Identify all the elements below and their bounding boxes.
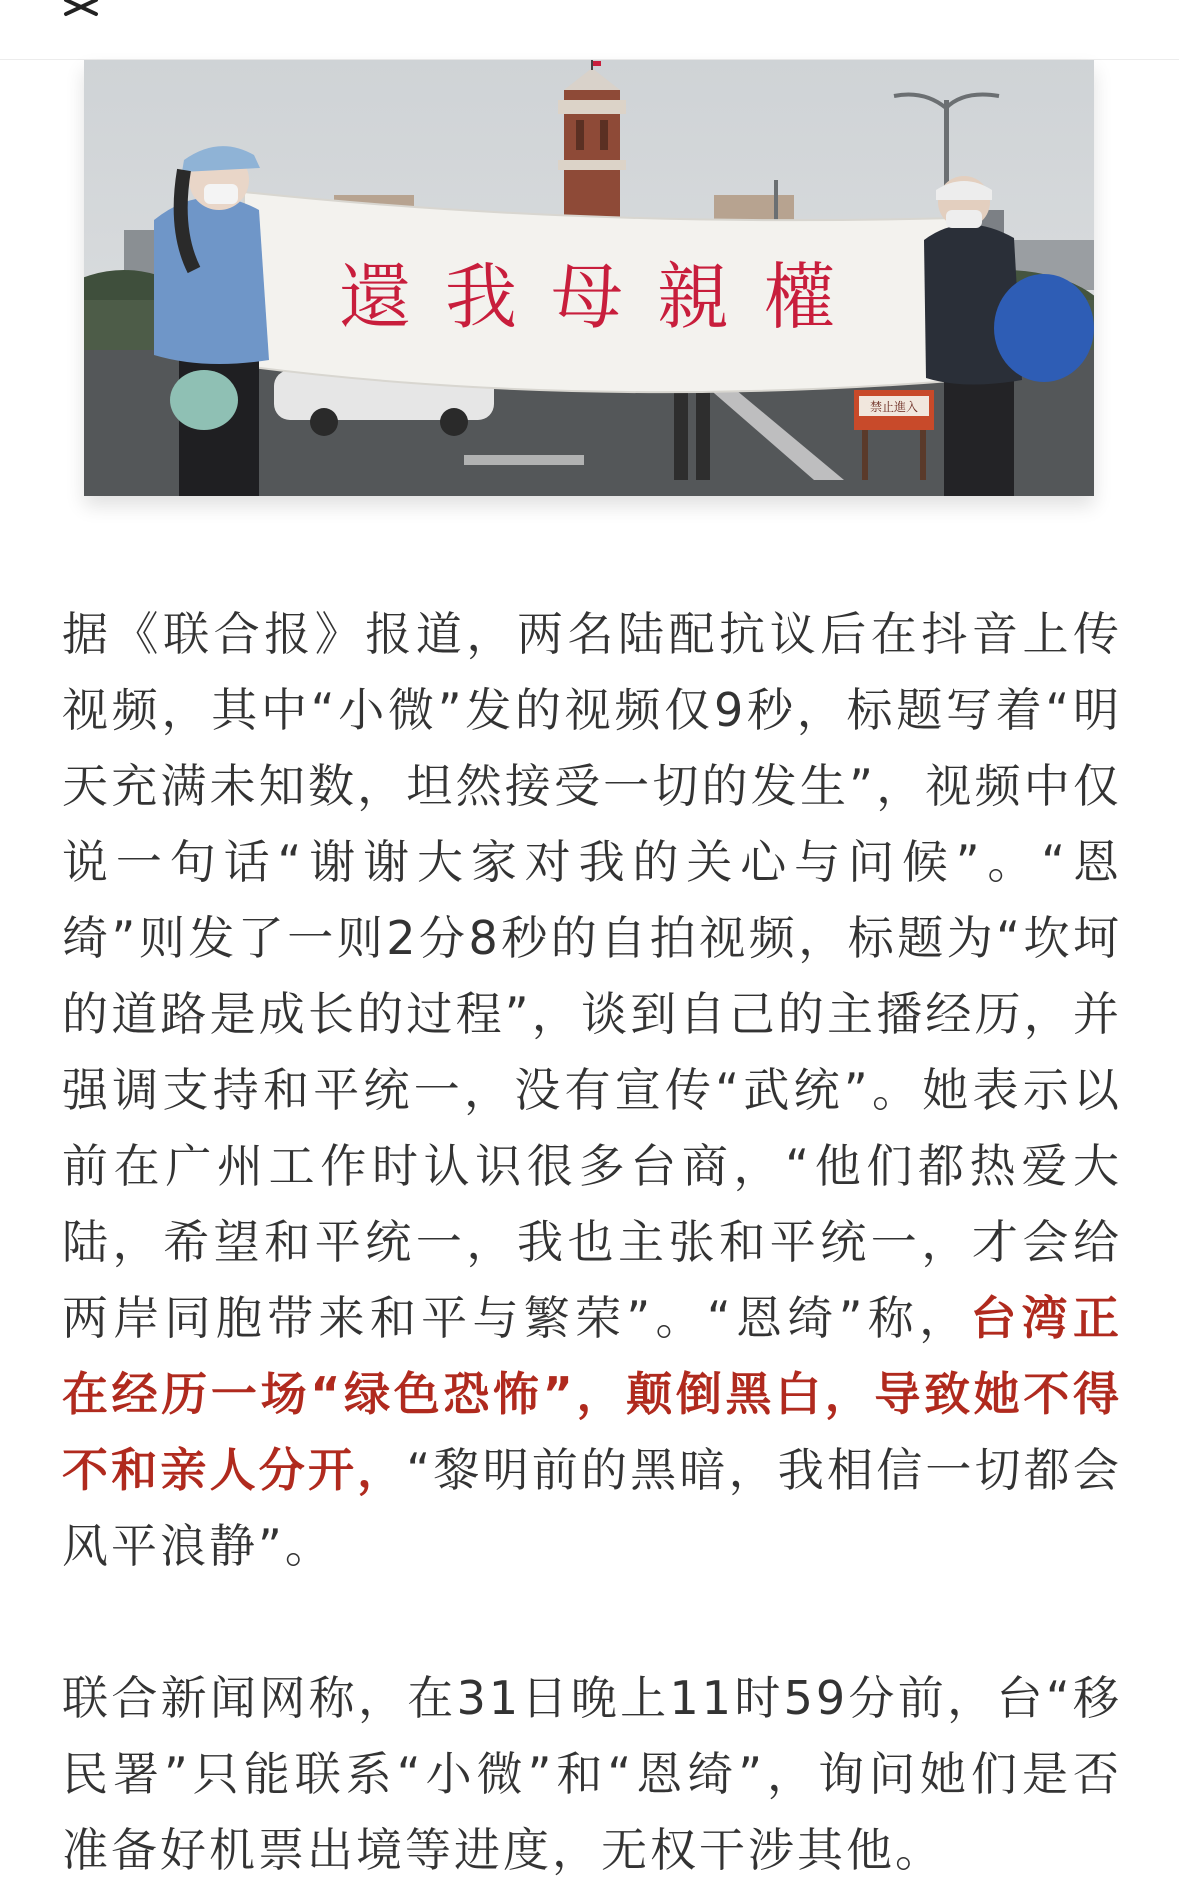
barrier-sign-text: 禁止進入 xyxy=(869,400,919,414)
paragraph-1-text: 据《联合报》报道，两名陆配抗议后在抖音上传视频，其中“小微”发的视频仅9秒，标题写着“明天充满未知数，坦然接受一切的发生”，视频中仅说一句话“谢谢大家对我的关心与问候”。“恩绮”则发了一则2分8秒的自拍视频，标题为“坎坷的道路是成长的过程”，谈到自己的主播经历，并强调支持和平统一，没有宣传“武统”。她表示以前在广州工作时认识很多台商，“他们都热爱大陆，希望和平统一，我也主张和平统一，才会给两岸同胞带来和平与繁荣”。“恩绮”称， xyxy=(62,607,1122,1345)
highlighted-text: 台湾正在经历一场“绿色恐怖”，颠倒黑白，导致她不得不和亲人分开， xyxy=(62,1291,1122,1497)
article-photo xyxy=(84,60,1094,496)
close-icon[interactable] xyxy=(58,0,118,30)
paragraph-1 xyxy=(62,596,1122,1584)
banner-text: 還我母親權 xyxy=(338,255,870,339)
top-bar xyxy=(0,0,1179,60)
paragraph-1-ending: “黎明前的黑暗，我相信一切都会风平浪静”。 xyxy=(62,1443,1122,1573)
paragraph-2: 联合新闻网称，在31日晚上11时59分前，台“移民署”只能联系“小微”和“恩绮”，询问她们是否准备好机票出境等进度，无权干涉其他。 xyxy=(62,1671,1122,1877)
article-body xyxy=(62,596,1122,1888)
